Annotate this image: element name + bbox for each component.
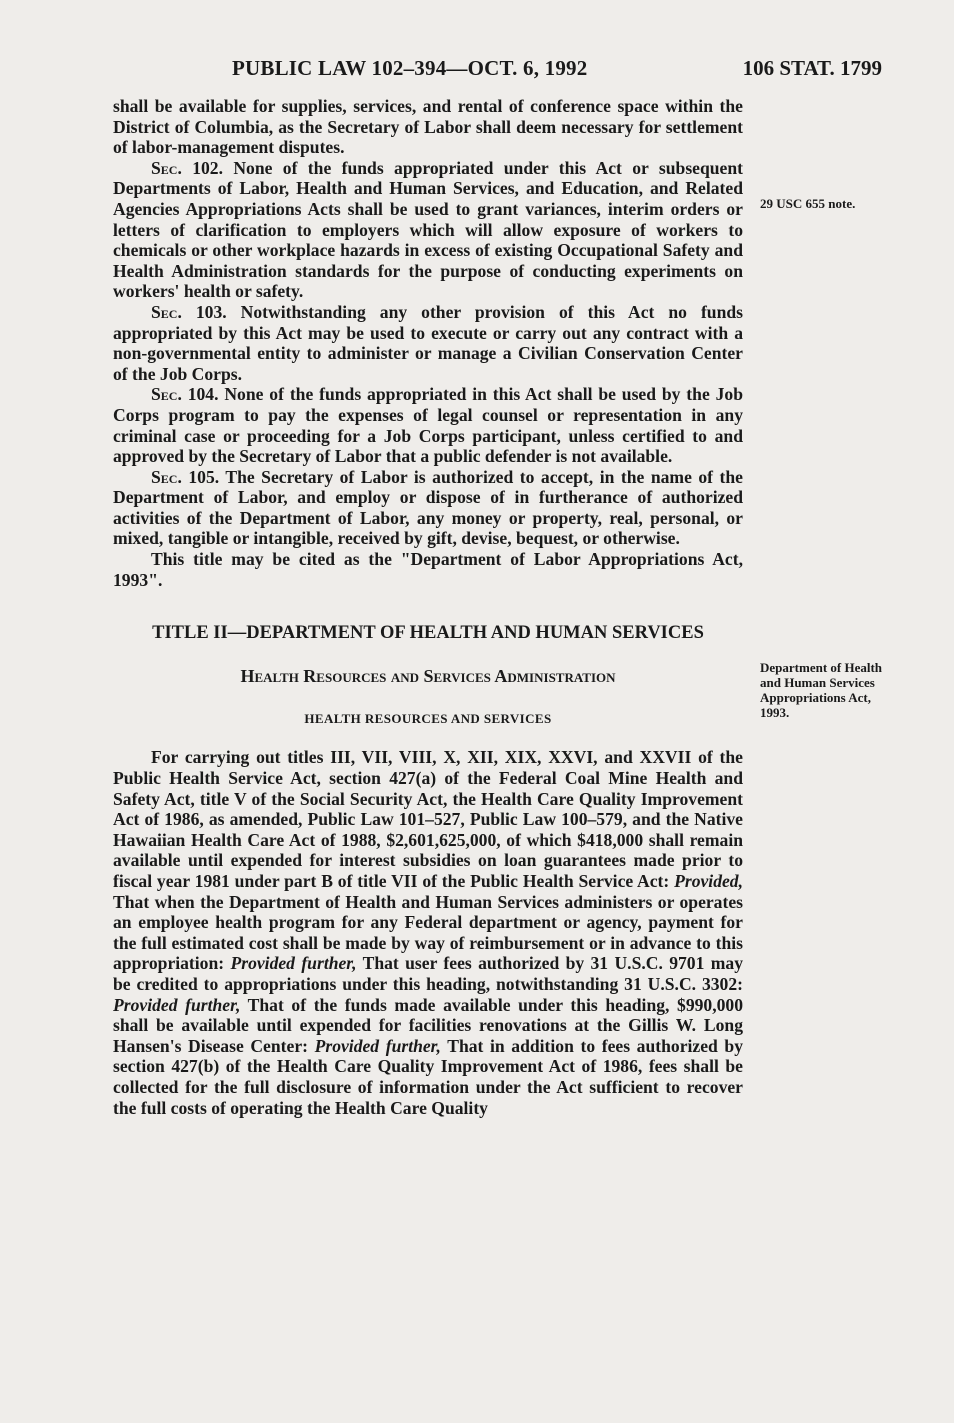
hrsa-text-5: That in addition to fees authorized by section 427(b) of the Health Care Quality Improvement Act of 1986, fees shall be collected for the full disclosure of information under the Act sufficient to recover the full costs of operating the Health Care Quality — [113, 1035, 743, 1118]
section-label: Sec. — [151, 466, 182, 487]
section-text: 105. The Secretary of Labor is authorized to accept, in the name of the Department of Labor, and employ or dispose of in furtherance of authorized activities of the Department of Labor, any money or property, real, personal, or mixed, tangible or intangible, received by gift, devise, bequest, or otherwise. — [113, 466, 743, 549]
section-105 — [113, 467, 743, 549]
hrsa-paragraph — [113, 747, 743, 1118]
hrsa-text-1: For carrying out titles III, VII, VIII, X, XII, XIX, XXVI, and XXVII of the Public Health Service Act, section 427(a) of the Federal Coal Mine Health and Safety Act, title V of the Social Security Act, the Health Care Quality Improvement Act of 1986, as amended, Public Law 101–527, Public Law 100–579, and the Native Hawaiian Health Care Act of 1988, $2,601,625,000, of which $418,000 shall remain available until expended for interest subsidies on loan guarantees made prior to fiscal year 1981 under part B of title VII of the Public Health Service Act: — [113, 747, 743, 891]
continued-paragraph: shall be available for supplies, services, and rental of conference space within the District of Columbia, as the Secretary of Labor shall deem necessary for settlement of labor-management disputes. — [113, 96, 743, 158]
margin-note-short-title: Department of Health and Human Services Appropriations Act, 1993. — [760, 660, 883, 720]
hrsa-text-4: That of the funds made available under this heading, $990,000 shall be available until expended for facilities renovations at the Gillis W. Long Hansen's Disease Center: — [113, 994, 744, 1056]
running-title: PUBLIC LAW 102–394—OCT. 6, 1992 — [232, 56, 588, 80]
proviso-1: Provided, — [674, 871, 743, 891]
body-text — [113, 96, 743, 1118]
stat-reference: 106 STAT. 1799 — [742, 56, 882, 80]
hrsa-text-3: That user fees authorized by 31 U.S.C. 9701 may be credited to appropriations under this heading, notwithstanding 31 U.S.C. 3302: — [113, 953, 743, 994]
margin-note-usc: 29 USC 655 note. — [760, 196, 856, 211]
title-citation: This title may be cited as the "Department of Labor Appropriations Act, 1993". — [113, 549, 743, 590]
proviso-3: Provided further, — [113, 994, 241, 1015]
section-label: Sec. — [151, 301, 182, 322]
section-text: 102. None of the funds appropriated under this Act or subsequent Departments of Labor, Health and Human Services, and Education, and Related Agencies Appropriations Acts shall be used to grant variances, interim orders or letters of clarification to employers which will allow exposure of workers to chemicals or other workplace hazards in excess of existing Occupational Safety and Health Administration standards for the purpose of conducting experiments on workers' health or safety. — [113, 157, 743, 302]
section-102 — [113, 158, 743, 302]
section-104 — [113, 384, 743, 466]
section-text: 104. None of the funds appropriated in this Act shall be used by the Job Corps program to pay the expenses of legal counsel or representation in any criminal case or proceeding for a Job Corps participant, unless certified to and approved by the Secretary of Labor that a public defender is not available. — [113, 384, 743, 467]
proviso-4: Provided further, — [314, 1035, 441, 1056]
hrsa-text-2: That when the Department of Health and Human Services administers or operates an employee health program for any Federal department or agency, payment for the full estimated cost shall be made by way of reimbursement or in advance to this appropriation: — [113, 891, 743, 974]
account-heading: HEALTH RESOURCES AND SERVICES — [304, 710, 552, 726]
agency-heading: Health Resources and Services Administration — [240, 666, 616, 687]
section-label: Sec. — [151, 157, 182, 178]
proviso-2: Provided further, — [230, 953, 357, 974]
page-header — [232, 56, 882, 86]
section-103 — [113, 302, 743, 384]
section-text: 103. Notwithstanding any other provision of this Act no funds appropriated by this Act may be used to execute or carry out any contract with a non-governmental entity to administer or manage a Civilian Conservation Center of the Job Corps. — [113, 301, 743, 384]
section-label: Sec. — [151, 384, 182, 405]
title-ii-heading: TITLE II—DEPARTMENT OF HEALTH AND HUMAN SERVICES — [152, 623, 704, 644]
